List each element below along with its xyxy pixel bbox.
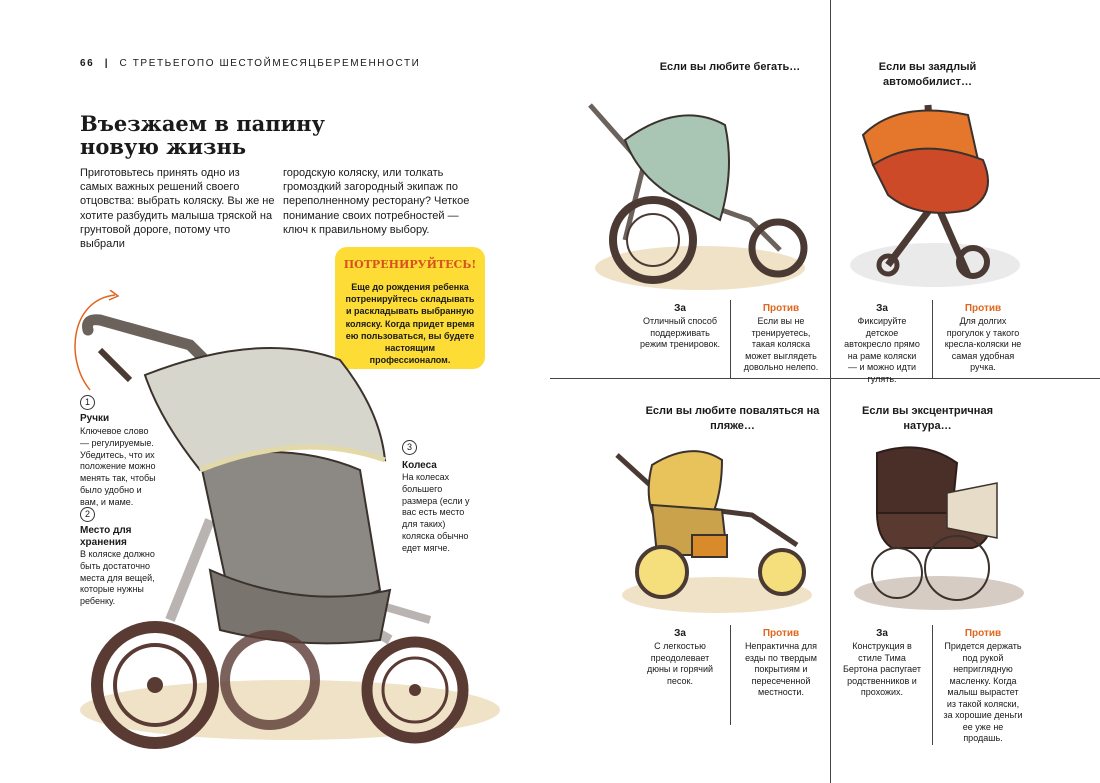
callout-title: Ручки (80, 413, 110, 424)
section-heading-running: Если вы любите бегать… (659, 61, 801, 73)
con-label: Против (762, 303, 800, 314)
section-heading-car: Если вы заядлый автомобилист… (878, 61, 977, 88)
tip-title: ПОТРЕНИРУЙТЕСЬ! (343, 258, 477, 271)
con-text: Если вы не тренируетесь, такая коляска может выглядеть довольно нелепо. (743, 316, 819, 372)
pro-label: За (876, 303, 888, 314)
callout-text: В коляске должно быть достаточно места для вещей, которые нужны ребенку. (80, 549, 155, 607)
vertical-divider (830, 0, 831, 783)
car-seat-stroller-illustration (848, 95, 1023, 290)
intro-column-2: городскую коляску, или толкать громоздкий загородный экипаж по переполненному ресторану? Четкое понимание своих потребностей — ключ к правильному выбору. (283, 167, 470, 236)
running-head-separator: | (104, 58, 110, 69)
page-number: 66 (80, 58, 95, 69)
intro-column-1: Приготовьтесь принять одно из самых важных решений своего отцовства: выбрать коляску. Вы же не хотите разбудить малыша тряской на грунтовой дороге, потому что выбрали (80, 167, 275, 251)
con-text: Придется держать под рукой неприглядную масленку. Когда малыш вырастет из такой коляски, за хорошие деньги ее уже не продашь. (943, 641, 1023, 743)
pro-text: Фиксируйте детское автокресло прямо на раме коляски — и можно идти гулять. (844, 316, 920, 384)
pro-text: С легкостью преодолевает дюны и горячий песок. (646, 641, 714, 686)
pro-text: Конструкция в стиле Тима Бертона распугает родственников и прохожих. (842, 641, 922, 697)
running-head (80, 58, 420, 69)
page-title: Въезжаем в папину новую жизнь (80, 111, 325, 159)
running-stroller-illustration (585, 100, 810, 290)
horizontal-divider (550, 378, 1100, 379)
pro-con-divider (730, 300, 731, 378)
tip-body: Еще до рождения ребенка потренируйтесь складывать и раскладывать выбранную коляску. Когда придет время ею пользоваться, вы будете настоящим профессионалом. (345, 282, 475, 366)
vintage-pram-illustration (852, 443, 1027, 613)
con-label: Против (964, 303, 1002, 314)
callout-number: 3 (402, 440, 417, 455)
pro-text: Отличный способ поддерживать режим тренировок. (640, 316, 720, 349)
section-heading-eccentric: Если вы эксцентричная натура… (862, 405, 993, 432)
callout-number: 1 (80, 395, 95, 410)
con-text: Для долгих прогулок у такого кресла-коляски не самая удобная ручка. (944, 316, 1022, 372)
callout-title: Колеса (402, 460, 437, 471)
pro-con-divider (932, 625, 933, 745)
callout-title: Место для хранения (80, 525, 132, 548)
pro-con-divider (730, 625, 731, 725)
pro-label: За (674, 628, 686, 639)
pro-label: За (674, 303, 686, 314)
pro-label: За (876, 628, 888, 639)
con-label: Против (964, 628, 1002, 639)
pro-con-divider (932, 300, 933, 378)
section-heading-beach: Если вы любите поваляться на пляже… (645, 405, 820, 432)
callout-text: На колесах большего размера (если у вас есть место для таких) коляска обычно едет мягче. (402, 472, 470, 553)
con-text: Непрактична для езды по твердым покрытиям и пересеченной местности. (744, 641, 818, 697)
running-head-text: С ТРЕТЬЕГОПО ШЕСТОЙМЕСЯЦБЕРЕМЕННОСТИ (119, 58, 421, 69)
callout-number: 2 (80, 507, 95, 522)
beach-stroller-illustration (612, 445, 812, 615)
callout-text: Ключевое слово — регулируемые. Убедитесь, что их положение можно менять так, чтобы было удобно и вам, и маме. (80, 426, 156, 507)
con-label: Против (762, 628, 800, 639)
